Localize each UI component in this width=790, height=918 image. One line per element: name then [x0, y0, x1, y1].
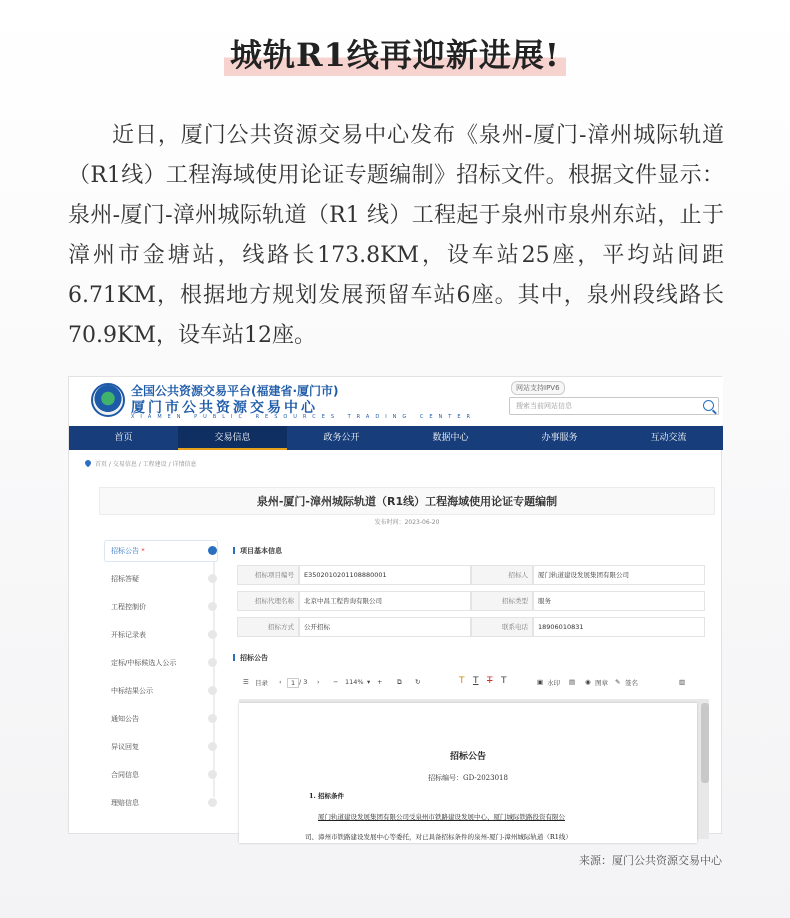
timeline-dot-icon [208, 574, 217, 583]
page-total: / 3 [299, 678, 308, 686]
logo-line1: 全国公共资源交易平台(福建省·厦门市) [131, 384, 339, 398]
zoom-level[interactable]: 114% [345, 678, 364, 686]
document-title: 泉州-厦门-漳州城际轨道（R1线）工程海域使用论证专题编制 [99, 487, 715, 515]
pdf-page [239, 703, 697, 843]
watermark-button[interactable]: 水印 [547, 679, 560, 687]
location-pin-icon [84, 459, 92, 467]
info-value: 北京中昌工程咨询有限公司 [299, 591, 471, 611]
sidebar-item-candidates[interactable]: 定标/中标候选人公示 [105, 653, 217, 681]
pdf-body-line: 司、漳州市铁路建设发展中心等委托，对已具备招标条件的泉州-厦门-漳州城际轨道（R1线） [305, 833, 572, 841]
article-paragraph: 近日，厦门公共资源交易中心发布《泉州-厦门-漳州城际轨道（R1线）工程海域使用论证专题编制》招标文件。根据文件显示：泉州-厦门-漳州城际轨道（R1 线）工程起于泉州市泉州东站，止于漳州市金塘站，线路长173.8KM，设车站25座，平均站间距6.71KM，根据地方规划发展预留车站6座。其中，泉州段线路长70.9KM，设车站12座。 [68, 123, 724, 348]
underline-text-icon[interactable]: T [473, 676, 479, 686]
sidebar-item-notice[interactable]: 招标公告 * [105, 541, 217, 561]
pdf-viewer[interactable] [239, 699, 709, 839]
pdf-toolbar [237, 673, 707, 693]
info-value: E3502010201108880001 [299, 565, 471, 585]
info-label: 招标人 [471, 565, 533, 585]
page-title: 城轨R1线再迎新进展! [224, 30, 566, 76]
pdf-section: 1. 招标条件 [309, 792, 345, 800]
timeline-dot-icon [208, 602, 217, 611]
breadcrumb-text[interactable]: 首页 / 交易信息 / 工程建设 / 详情信息 [95, 461, 197, 468]
timeline-dot-icon [208, 770, 217, 779]
image-icon[interactable]: ▤ [569, 678, 576, 686]
timeline-dot-icon [208, 630, 217, 639]
info-label: 招标项目编号 [237, 565, 299, 585]
breadcrumb [85, 459, 197, 468]
strikethrough-icon[interactable]: T [487, 676, 493, 686]
stamp-button[interactable]: 图章 [595, 679, 608, 687]
timeline-dot-icon [208, 798, 217, 807]
website-screenshot [68, 376, 722, 841]
info-value: 服务 [533, 591, 705, 611]
pdf-body [305, 807, 697, 847]
sidebar-item-objection[interactable]: 异议回复 [105, 737, 217, 765]
section-basic-info: 项目基本信息 [233, 546, 282, 556]
more-icon[interactable]: ▥ [679, 678, 686, 686]
info-label: 招标代理名称 [237, 591, 299, 611]
title-wrap [0, 30, 790, 76]
nav-services[interactable]: 办事服务 [541, 433, 578, 443]
info-row [237, 591, 707, 611]
page-number-input[interactable]: 1 [287, 678, 299, 688]
sidebar-item-announcement[interactable]: 通知公告 [105, 709, 217, 737]
fit-page-icon[interactable]: ⧉ [397, 678, 402, 686]
info-label: 招标方式 [237, 617, 299, 637]
watermark-icon[interactable]: ▣ [537, 678, 544, 686]
required-mark: * [141, 547, 145, 555]
info-value: 厦门轨道建设发展集团有限公司 [533, 565, 705, 585]
toc-button[interactable]: 目录 [255, 679, 268, 687]
nav-trading-info[interactable]: 交易信息 [178, 426, 287, 450]
next-page-icon[interactable]: › [317, 678, 320, 686]
search-box[interactable] [509, 397, 719, 415]
sidebar-item-bid-opening[interactable]: 开标记录表 [105, 625, 217, 653]
info-value: 公开招标 [299, 617, 471, 637]
zoom-in-icon[interactable]: + [377, 678, 383, 686]
pdf-scrollbar[interactable] [701, 703, 709, 783]
search-placeholder: 搜索当前网站信息 [516, 402, 572, 410]
info-value: 18906010831 [533, 617, 705, 637]
sidebar-item-contract[interactable]: 合同信息 [105, 765, 217, 793]
sidebar-item-claims[interactable]: 理赔信息 [105, 793, 217, 821]
sidebar-item-qa[interactable]: 招标答疑 [105, 569, 217, 597]
info-row [237, 565, 707, 585]
logo-line2: 厦门市公共资源交易中心 [131, 400, 318, 416]
section-notice: 招标公告 [233, 653, 268, 663]
timeline-dot-icon [208, 546, 217, 555]
site-header [69, 377, 723, 425]
rotate-icon[interactable]: ↻ [415, 678, 421, 686]
sign-button[interactable]: 签名 [625, 679, 638, 687]
publish-time: 发布时间：2023-06-20 [374, 519, 440, 526]
sidebar-item-result[interactable]: 中标结果公示 [105, 681, 217, 709]
nav-interaction[interactable]: 互动交流 [650, 433, 687, 443]
timeline-dot-icon [208, 658, 217, 667]
timeline-dot-icon [208, 686, 217, 695]
sign-icon[interactable]: ✎ [615, 678, 621, 686]
timeline-dot-icon [208, 714, 217, 723]
toc-icon[interactable]: ☰ [243, 678, 249, 686]
timeline-dot-icon [208, 742, 217, 751]
stamp-icon[interactable]: ◉ [585, 678, 591, 686]
logo-line3: XIAMEN PUBLIC RESOURCES TRADING CENTER [131, 414, 476, 420]
nav-data-center[interactable]: 数据中心 [432, 433, 469, 443]
ipv6-badge: 网站支持IPV6 [511, 381, 565, 395]
info-label: 招标类型 [471, 591, 533, 611]
search-icon[interactable] [703, 400, 714, 411]
source-caption: 来源：厦门公共资源交易中心 [579, 854, 722, 867]
main-nav [69, 426, 723, 450]
zoom-out-icon[interactable]: − [333, 678, 339, 686]
sidebar-item-control-price[interactable]: 工程控制价 [105, 597, 217, 625]
pdf-title: 招标公告 [449, 752, 486, 762]
highlight-text-icon[interactable]: T [459, 676, 465, 686]
info-row [237, 617, 707, 637]
site-logo-icon[interactable] [91, 383, 125, 417]
pdf-body-line: 厦门轨道建设发展集团有限公司受泉州市铁路建设发展中心、厦门城际铁路投资有限公 [318, 813, 565, 821]
sidebar [105, 541, 217, 821]
nav-home[interactable]: 首页 [114, 433, 133, 443]
pdf-number: 招标编号：GD-2023018 [428, 774, 508, 782]
prev-page-icon[interactable]: ‹ [279, 678, 282, 686]
zoom-dropdown-icon[interactable]: ▾ [367, 678, 371, 686]
nav-government[interactable]: 政务公开 [323, 433, 360, 443]
text-tool-icon[interactable]: T [501, 676, 507, 686]
info-label: 联系电话 [471, 617, 533, 637]
